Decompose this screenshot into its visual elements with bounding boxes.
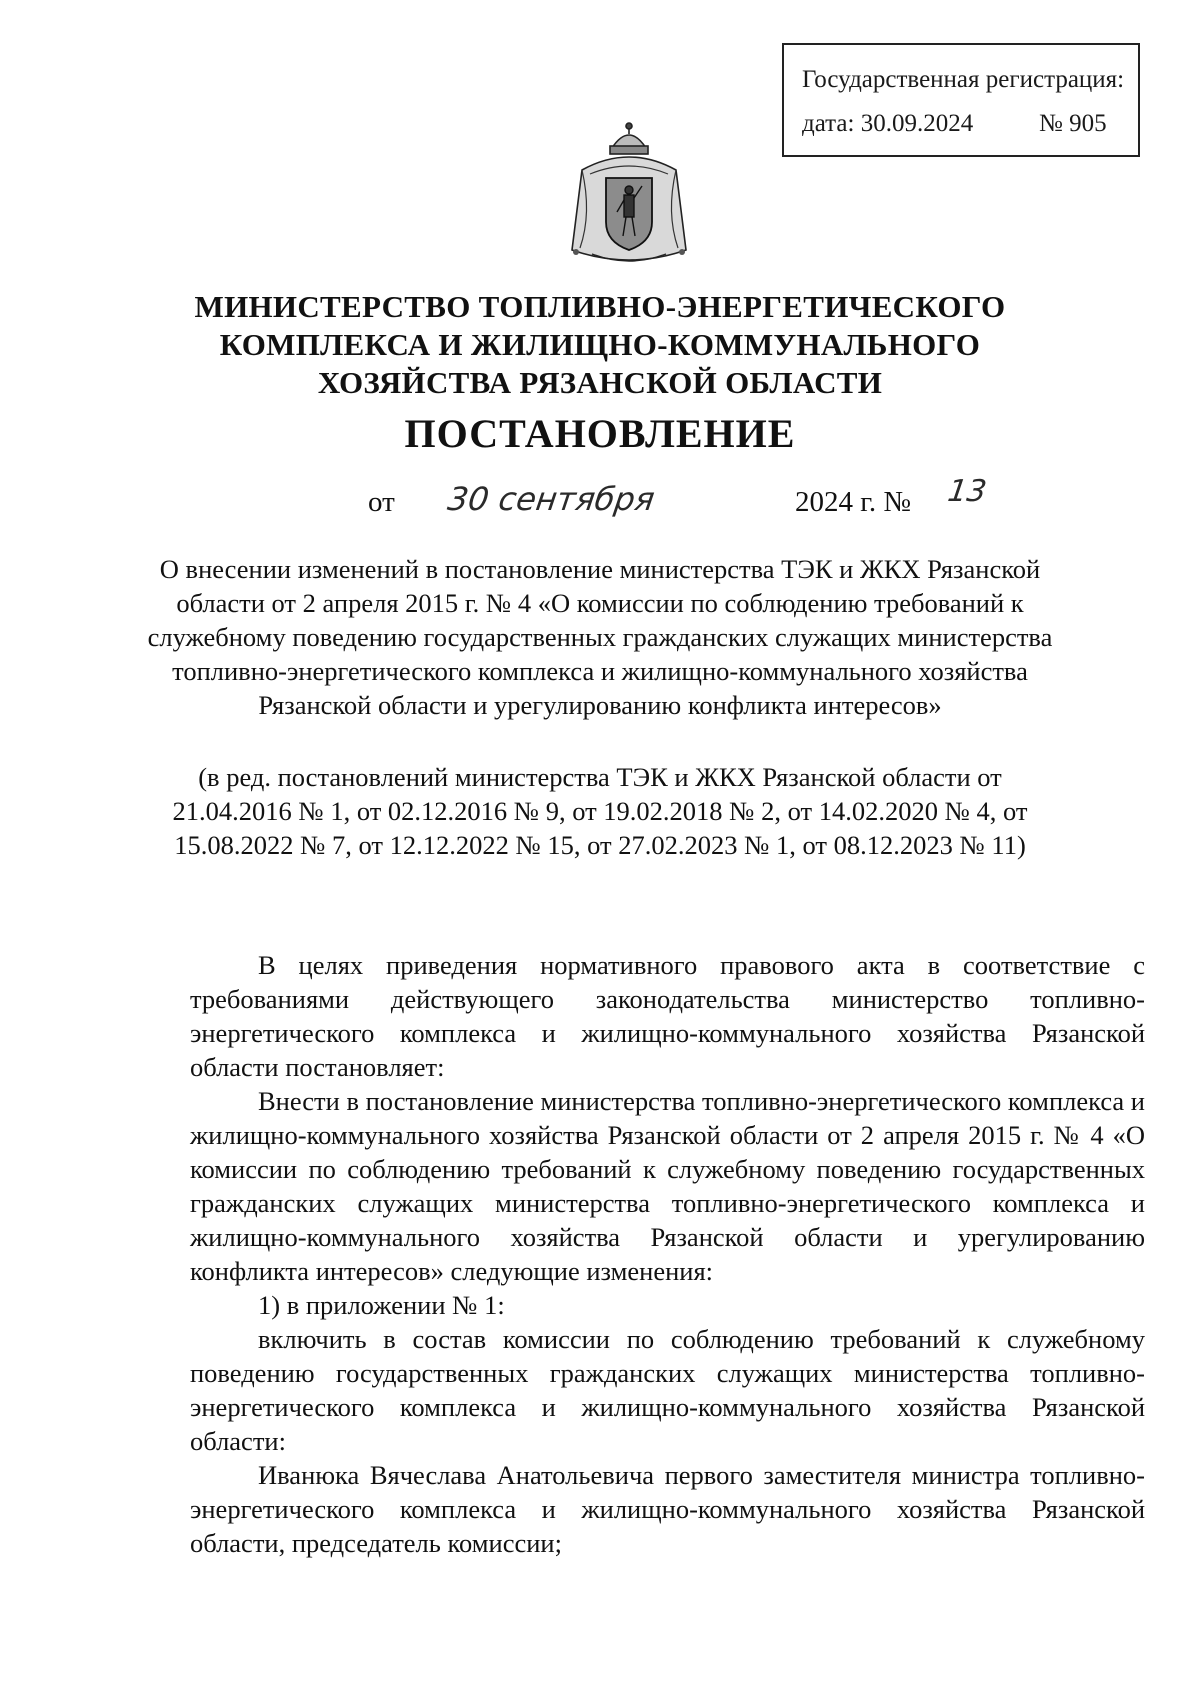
registration-title: Государственная регистрация: xyxy=(802,66,1125,93)
document-subject: О внесении изменений в постановление министерства ТЭК и ЖКХ Рязанской области от 2 апреля 2015 г. № 4 «О комиссии по соблюдению требований к служебному поведению государственных гражданских служащих министерства топливно-энергетического комплекса и жилищно-коммунального хозяйства Рязанской области и урегулированию конфликта интересов» xyxy=(147,554,1053,720)
resolution-paragraph: Внести в постановление министерства топливно-энергетического комплекса и жилищно-коммунального хозяйства Рязанской области от 2 апреля 2015 г. № 4 «О комиссии по соблюдению требований к служебному поведению государственных гражданских служащих министерства топливно-энергетического комплекса и жилищно-коммунального хозяйства Рязанской области и урегулированию конфликта интересов» следующие изменения: xyxy=(190,1086,1145,1286)
document-body xyxy=(190,948,1145,1560)
state-registration-stamp xyxy=(782,43,1140,157)
year-and-number-label: 2024 г. № xyxy=(795,486,912,518)
document-type-title: ПОСТАНОВЛЕНИЕ xyxy=(404,411,796,456)
registration-number: № 905 xyxy=(1039,110,1107,137)
registration-date: дата: 30.09.2024 xyxy=(802,110,974,137)
date-prefix: от xyxy=(368,486,395,518)
preamble-paragraph: В целях приведения нормативного правового акта в соответствие с требованиями действующего законодательства министерство топливно-энергетического комплекса и жилищно-коммунального хозяйства Рязанской области постановляет: xyxy=(190,950,1145,1082)
handwritten-number: 13 xyxy=(945,474,989,509)
ryazan-coat-of-arms-icon xyxy=(562,118,696,276)
ministry-name: МИНИСТЕРСТВО ТОПЛИВНО-ЭНЕРГЕТИЧЕСКОГО КОМПЛЕКСА И ЖИЛИЩНО-КОММУНАЛЬНОГО ХОЗЯЙСТВА РЯЗАНСКОЙ ОБЛАСТИ xyxy=(194,289,1006,400)
handwritten-date: 30 сентября xyxy=(445,480,657,518)
edition-note: (в ред. постановлений министерства ТЭК и ЖКХ Рязанской области от 21.04.2016 № 1, от 02.12.2016 № 9, от 19.02.2018 № 2, от 14.02.2020 № 4, от 15.08.2022 № 7, от 12.12.2022 № 15, от 27.02.2023 № 1, от 08.12.2023 № 11) xyxy=(172,762,1028,860)
item-1: 1) в приложении № 1: xyxy=(258,1290,505,1320)
include-paragraph: включить в состав комиссии по соблюдению требований к служебному поведению государственных гражданских служащих министерства топливно-энергетического комплекса и жилищно-коммунального хозяйства Рязанской области: xyxy=(190,1324,1145,1456)
commission-member-paragraph: Иванюка Вячеслава Анатольевича первого заместителя министра топливно-энергетического комплекса и жилищно-коммунального хозяйства Рязанской области, председатель комиссии; xyxy=(190,1460,1145,1558)
